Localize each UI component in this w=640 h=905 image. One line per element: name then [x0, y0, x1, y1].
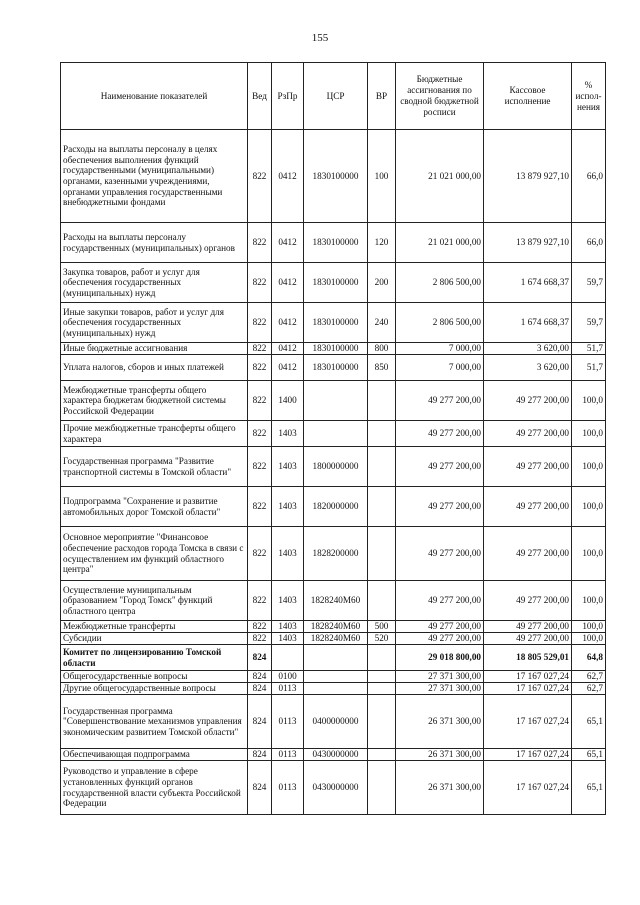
row-rzpr: 1400: [272, 381, 304, 421]
header-ved: Вед: [248, 63, 272, 130]
row-assignments: 2 806 500,00: [396, 263, 484, 303]
table-row: [61, 683, 606, 695]
row-cash-execution: 3 620,00: [484, 343, 572, 355]
row-percent: 64,8: [572, 645, 606, 671]
row-csr: 1820000000: [304, 487, 368, 527]
table-row: [61, 695, 606, 749]
row-cash-execution: 49 277 200,00: [484, 633, 572, 645]
row-percent: 59,7: [572, 263, 606, 303]
row-csr: 1830100000: [304, 343, 368, 355]
row-rzpr: [272, 645, 304, 671]
row-name: Комитет по лицензированию Томской области: [61, 645, 248, 671]
row-csr: 1828240М60: [304, 633, 368, 645]
row-csr: [304, 421, 368, 447]
row-rzpr: 0412: [272, 343, 304, 355]
row-name: Уплата налогов, сборов и иных платежей: [61, 355, 248, 381]
row-ved: 822: [248, 447, 272, 487]
row-assignments: 7 000,00: [396, 343, 484, 355]
row-assignments: 29 018 800,00: [396, 645, 484, 671]
table-row: [61, 343, 606, 355]
row-percent: 51,7: [572, 343, 606, 355]
budget-table: [60, 62, 606, 815]
row-csr: 0430000000: [304, 749, 368, 761]
table-row: [61, 749, 606, 761]
row-name: Расходы на выплаты персоналу в целях обеспечения выполнения функций государственными (муниципальными) органами, казенными учреждениями, органами управления государственными внебюджетными фондами: [61, 130, 248, 223]
row-csr: 1828240М60: [304, 621, 368, 633]
table-row: [61, 581, 606, 621]
row-vr: [368, 581, 396, 621]
row-csr: [304, 683, 368, 695]
row-csr: [304, 645, 368, 671]
row-assignments: 7 000,00: [396, 355, 484, 381]
row-cash-execution: 17 167 027,24: [484, 695, 572, 749]
row-vr: [368, 381, 396, 421]
table-row: [61, 447, 606, 487]
row-percent: 59,7: [572, 303, 606, 343]
table-row: [61, 381, 606, 421]
row-name: Другие общегосударственные вопросы: [61, 683, 248, 695]
row-vr: [368, 645, 396, 671]
row-vr: 850: [368, 355, 396, 381]
row-ved: 824: [248, 695, 272, 749]
row-csr: 1830100000: [304, 355, 368, 381]
row-csr: 0400000000: [304, 695, 368, 749]
row-cash-execution: 49 277 200,00: [484, 621, 572, 633]
row-percent: 65,1: [572, 749, 606, 761]
row-assignments: 27 371 300,00: [396, 683, 484, 695]
row-vr: 520: [368, 633, 396, 645]
row-cash-execution: 49 277 200,00: [484, 381, 572, 421]
row-cash-execution: 1 674 668,37: [484, 303, 572, 343]
table-row: [61, 303, 606, 343]
row-csr: 1830100000: [304, 223, 368, 263]
table-row: [61, 263, 606, 303]
row-percent: 100,0: [572, 487, 606, 527]
header-vr: ВР: [368, 63, 396, 130]
row-ved: 824: [248, 645, 272, 671]
row-percent: 100,0: [572, 621, 606, 633]
row-rzpr: 0113: [272, 683, 304, 695]
row-csr: 1830100000: [304, 303, 368, 343]
row-rzpr: 1403: [272, 581, 304, 621]
row-vr: 100: [368, 130, 396, 223]
row-vr: [368, 695, 396, 749]
row-ved: 822: [248, 487, 272, 527]
row-assignments: 49 277 200,00: [396, 527, 484, 581]
row-percent: 100,0: [572, 633, 606, 645]
row-csr: 1828240М60: [304, 581, 368, 621]
row-rzpr: 0113: [272, 749, 304, 761]
row-ved: 822: [248, 303, 272, 343]
table-body: [61, 130, 606, 815]
table-row: [61, 487, 606, 527]
row-percent: 100,0: [572, 447, 606, 487]
row-vr: [368, 761, 396, 815]
row-name: Межбюджетные трансферты общего характера бюджетам бюджетной системы Российской Федерации: [61, 381, 248, 421]
row-percent: 66,0: [572, 223, 606, 263]
row-rzpr: 1403: [272, 527, 304, 581]
row-ved: 822: [248, 633, 272, 645]
row-cash-execution: 1 674 668,37: [484, 263, 572, 303]
row-vr: [368, 421, 396, 447]
row-ved: 824: [248, 761, 272, 815]
table-row: [61, 761, 606, 815]
row-vr: 500: [368, 621, 396, 633]
row-percent: 51,7: [572, 355, 606, 381]
row-rzpr: 0412: [272, 355, 304, 381]
row-vr: [368, 749, 396, 761]
row-assignments: 21 021 000,00: [396, 130, 484, 223]
row-cash-execution: 49 277 200,00: [484, 581, 572, 621]
page-number: 155: [311, 32, 329, 44]
table-row: [61, 421, 606, 447]
header-percent: % испол-нения: [572, 63, 606, 130]
row-name: Прочие межбюджетные трансферты общего характера: [61, 421, 248, 447]
row-rzpr: 0412: [272, 263, 304, 303]
row-cash-execution: 13 879 927,10: [484, 130, 572, 223]
row-assignments: 49 277 200,00: [396, 447, 484, 487]
row-csr: 1828200000: [304, 527, 368, 581]
row-csr: 1800000000: [304, 447, 368, 487]
row-ved: 822: [248, 381, 272, 421]
row-rzpr: 1403: [272, 421, 304, 447]
row-name: Подпрограмма "Сохранение и развитие автомобильных дорог Томской области": [61, 487, 248, 527]
row-percent: 100,0: [572, 527, 606, 581]
row-csr: 0430000000: [304, 761, 368, 815]
row-name: Руководство и управление в сфере установленных функций органов государственной власти субъекта Российской Федерации: [61, 761, 248, 815]
row-rzpr: 0412: [272, 130, 304, 223]
table-header-row: [61, 63, 606, 130]
row-rzpr: 0412: [272, 303, 304, 343]
row-cash-execution: 49 277 200,00: [484, 447, 572, 487]
row-percent: 66,0: [572, 130, 606, 223]
row-assignments: 26 371 300,00: [396, 749, 484, 761]
row-percent: 62,7: [572, 671, 606, 683]
table-row: [61, 621, 606, 633]
row-name: Расходы на выплаты персоналу государственных (муниципальных) органов: [61, 223, 248, 263]
header-csr: ЦСР: [304, 63, 368, 130]
table-row: [61, 130, 606, 223]
row-cash-execution: 17 167 027,24: [484, 683, 572, 695]
row-assignments: 21 021 000,00: [396, 223, 484, 263]
row-cash-execution: 49 277 200,00: [484, 421, 572, 447]
row-name: Иные закупки товаров, работ и услуг для обеспечения государственных (муниципальных) нужд: [61, 303, 248, 343]
row-rzpr: 0113: [272, 761, 304, 815]
row-vr: [368, 671, 396, 683]
row-ved: 822: [248, 621, 272, 633]
row-cash-execution: 18 805 529,01: [484, 645, 572, 671]
row-vr: 120: [368, 223, 396, 263]
header-name: Наименование показателей: [61, 63, 248, 130]
row-cash-execution: 17 167 027,24: [484, 749, 572, 761]
row-assignments: 49 277 200,00: [396, 633, 484, 645]
table-row: [61, 527, 606, 581]
row-vr: 200: [368, 263, 396, 303]
row-rzpr: 0412: [272, 223, 304, 263]
row-ved: 824: [248, 749, 272, 761]
row-ved: 822: [248, 527, 272, 581]
row-vr: [368, 447, 396, 487]
row-name: Субсидии: [61, 633, 248, 645]
row-name: Закупка товаров, работ и услуг для обеспечения государственных (муниципальных) нужд: [61, 263, 248, 303]
row-ved: 822: [248, 223, 272, 263]
row-name: Обеспечивающая подпрограмма: [61, 749, 248, 761]
row-cash-execution: 49 277 200,00: [484, 527, 572, 581]
row-rzpr: 0100: [272, 671, 304, 683]
row-vr: 800: [368, 343, 396, 355]
row-ved: 822: [248, 355, 272, 381]
row-percent: 100,0: [572, 581, 606, 621]
row-vr: [368, 487, 396, 527]
row-assignments: 27 371 300,00: [396, 671, 484, 683]
row-csr: 1830100000: [304, 263, 368, 303]
row-csr: [304, 381, 368, 421]
row-cash-execution: 17 167 027,24: [484, 761, 572, 815]
header-rzpr: РзПр: [272, 63, 304, 130]
row-percent: 100,0: [572, 381, 606, 421]
row-rzpr: 1403: [272, 447, 304, 487]
row-cash-execution: 49 277 200,00: [484, 487, 572, 527]
row-ved: 822: [248, 263, 272, 303]
row-vr: [368, 683, 396, 695]
row-assignments: 49 277 200,00: [396, 421, 484, 447]
row-assignments: 2 806 500,00: [396, 303, 484, 343]
row-ved: 824: [248, 671, 272, 683]
table-row: [61, 645, 606, 671]
row-assignments: 49 277 200,00: [396, 581, 484, 621]
row-csr: 1830100000: [304, 130, 368, 223]
row-ved: 824: [248, 683, 272, 695]
row-percent: 100,0: [572, 421, 606, 447]
row-vr: 240: [368, 303, 396, 343]
row-percent: 62,7: [572, 683, 606, 695]
row-assignments: 26 371 300,00: [396, 695, 484, 749]
row-assignments: 26 371 300,00: [396, 761, 484, 815]
row-percent: 65,1: [572, 695, 606, 749]
row-rzpr: 1403: [272, 487, 304, 527]
row-name: Общегосударственные вопросы: [61, 671, 248, 683]
table-row: [61, 355, 606, 381]
row-percent: 65,1: [572, 761, 606, 815]
row-cash-execution: 13 879 927,10: [484, 223, 572, 263]
row-csr: [304, 671, 368, 683]
row-assignments: 49 277 200,00: [396, 381, 484, 421]
row-name: Иные бюджетные ассигнования: [61, 343, 248, 355]
row-name: Межбюджетные трансферты: [61, 621, 248, 633]
row-ved: 822: [248, 581, 272, 621]
row-vr: [368, 527, 396, 581]
row-ved: 822: [248, 421, 272, 447]
table-row: [61, 223, 606, 263]
row-cash-execution: 17 167 027,24: [484, 671, 572, 683]
row-rzpr: 0113: [272, 695, 304, 749]
row-name: Осуществление муниципальным образованием "Город Томск" функций областного центра: [61, 581, 248, 621]
row-ved: 822: [248, 130, 272, 223]
row-name: Государственная программа "Совершенствование механизмов управления экономическим развитием Томской области": [61, 695, 248, 749]
header-cash-execution: Кассовое исполнение: [484, 63, 572, 130]
row-assignments: 49 277 200,00: [396, 621, 484, 633]
row-name: Государственная программа "Развитие транспортной системы в Томской области": [61, 447, 248, 487]
row-cash-execution: 3 620,00: [484, 355, 572, 381]
table-row: [61, 671, 606, 683]
table-row: [61, 633, 606, 645]
row-ved: 822: [248, 343, 272, 355]
row-rzpr: 1403: [272, 633, 304, 645]
row-name: Основное мероприятие "Финансовое обеспечение расходов города Томска в связи с осуществлением им функций областного центра": [61, 527, 248, 581]
row-assignments: 49 277 200,00: [396, 487, 484, 527]
row-rzpr: 1403: [272, 621, 304, 633]
header-assignments: Бюджетные ассигнования по сводной бюджетной росписи: [396, 63, 484, 130]
